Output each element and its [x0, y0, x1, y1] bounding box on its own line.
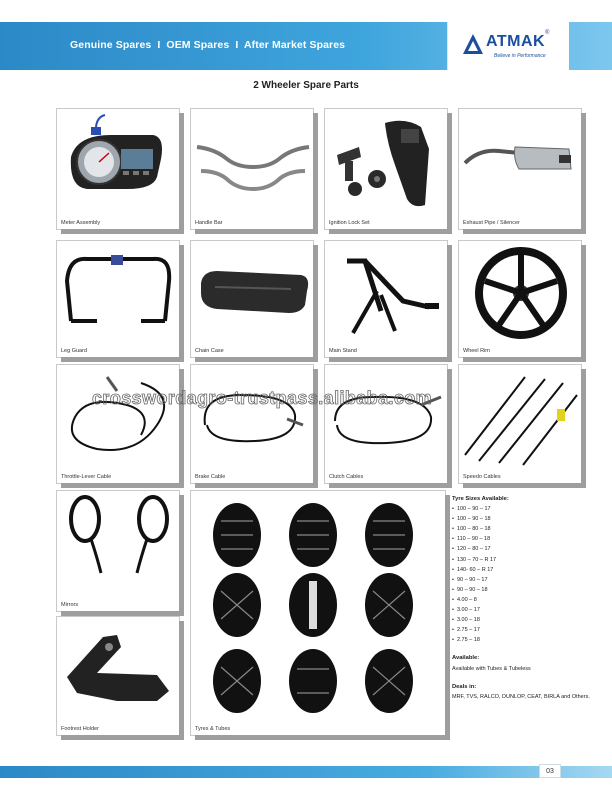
- product-card-main-stand: [324, 240, 448, 358]
- logo-triangle-icon: [462, 33, 484, 55]
- product-card-leg-guard: [56, 240, 180, 358]
- watermark: crosswordagro-trustpass.alibaba.com: [92, 388, 433, 408]
- logo-tagline: Believe in Performance: [494, 53, 546, 59]
- product-card-throttle-lever-cable: [56, 364, 180, 484]
- product-card-meter-assembly: [56, 108, 180, 230]
- page-title: 2 Wheeler Spare Parts: [253, 80, 359, 91]
- footer-bar: [0, 766, 612, 778]
- tyre-size-item: • 90 – 90 – 18: [452, 585, 602, 595]
- tyre-sizes-heading: Tyre Sizes Available:: [452, 496, 509, 502]
- tyre-size-item: • 4.00 – 8: [452, 595, 602, 605]
- tyre-size-item: • 100 – 90 – 17: [452, 504, 602, 514]
- tyre-size-item: • 2.75 – 18: [452, 635, 602, 645]
- product-card-handle-bar: [190, 108, 314, 230]
- tyre-sizes-list: [452, 504, 602, 645]
- main-stand-icon: [325, 241, 449, 347]
- logo-text: ATMAK: [486, 33, 546, 50]
- speedo-cables-icon: [459, 365, 583, 473]
- logo-registered-mark: ®: [545, 30, 550, 36]
- product-card-brake-cable: [190, 364, 314, 484]
- product-label: Leg Guard: [61, 348, 87, 354]
- chain-case-icon: [191, 241, 315, 347]
- ignition-lock-icon: [325, 109, 449, 219]
- product-card-clutch-cables: [324, 364, 448, 484]
- speedometer-icon: [57, 109, 181, 219]
- product-label: Wheel Rim: [463, 348, 490, 354]
- page-number: 03: [539, 764, 561, 778]
- product-label: Handle Bar: [195, 220, 223, 226]
- product-card-chain-case: [190, 240, 314, 358]
- handlebar-icon: [191, 109, 315, 219]
- cable-icon: [57, 365, 181, 473]
- header-title: Genuine Spares I OEM Spares I After Market Spares: [70, 39, 346, 51]
- product-card-exhaust-pipe: [458, 108, 582, 230]
- product-label: Ignition Lock Set: [329, 220, 370, 226]
- available-heading: Available:: [452, 655, 480, 662]
- product-card-footrest-holder: [56, 616, 180, 736]
- tyre-size-item: • 100 – 80 – 18: [452, 524, 602, 534]
- tyre-size-item: • 110 – 90 – 18: [452, 534, 602, 544]
- product-card-wheel-rim: [458, 240, 582, 358]
- tyre-size-item: • 3.00 – 17: [452, 605, 602, 615]
- product-card-speedo-cables: [458, 364, 582, 484]
- leg-guard-icon: [57, 241, 181, 347]
- product-card-ignition-lock-set: [324, 108, 448, 230]
- product-label: Tyres & Tubes: [195, 726, 231, 732]
- tyre-size-item: • 120 – 80 – 17: [452, 544, 602, 554]
- product-card-mirrors: [56, 490, 180, 612]
- wheel-rim-icon: [459, 241, 583, 347]
- product-label: Chain Case: [195, 348, 224, 354]
- tyre-info-panel: [452, 494, 602, 702]
- product-label: Speedo Cables: [463, 474, 501, 480]
- deals-heading: Deals in:: [452, 683, 477, 690]
- product-label: Brake Cable: [195, 474, 226, 480]
- footrest-holder-icon: [57, 617, 181, 725]
- mirror-icon: [57, 491, 181, 601]
- exhaust-pipe-icon: [459, 109, 583, 219]
- product-label: Exhaust Pipe / Silencer: [463, 220, 520, 226]
- product-label: Throttle-Lever Cable: [61, 474, 112, 480]
- cable-icon: [191, 365, 315, 473]
- product-label: Footrest Holder: [61, 726, 99, 732]
- tyre-size-item: • 100 – 90 – 18: [452, 514, 602, 524]
- tyre-icon: [191, 491, 447, 725]
- product-label: Meter Assembly: [61, 220, 101, 226]
- tyre-size-item: • 140- 60 – R 17: [452, 565, 602, 575]
- product-label: Main Stand: [329, 348, 357, 354]
- product-card-tyres-tubes: [190, 490, 446, 736]
- cable-icon: [325, 365, 449, 473]
- tyre-size-item: • 130 – 70 – R 17: [452, 555, 602, 565]
- tyre-size-item: • 3.00 – 18: [452, 615, 602, 625]
- product-label: Clutch Cables: [329, 474, 364, 480]
- available-text: Available with Tubes & Tubeless: [452, 665, 531, 672]
- deals-text: MRF, TVS, RALCO, DUNLOP, CEAT, BIRLA and Others.: [452, 693, 590, 700]
- tyre-size-item: • 2.75 – 17: [452, 625, 602, 635]
- product-label: Mirrors: [61, 602, 79, 608]
- tyre-size-item: • 90 – 90 – 17: [452, 575, 602, 585]
